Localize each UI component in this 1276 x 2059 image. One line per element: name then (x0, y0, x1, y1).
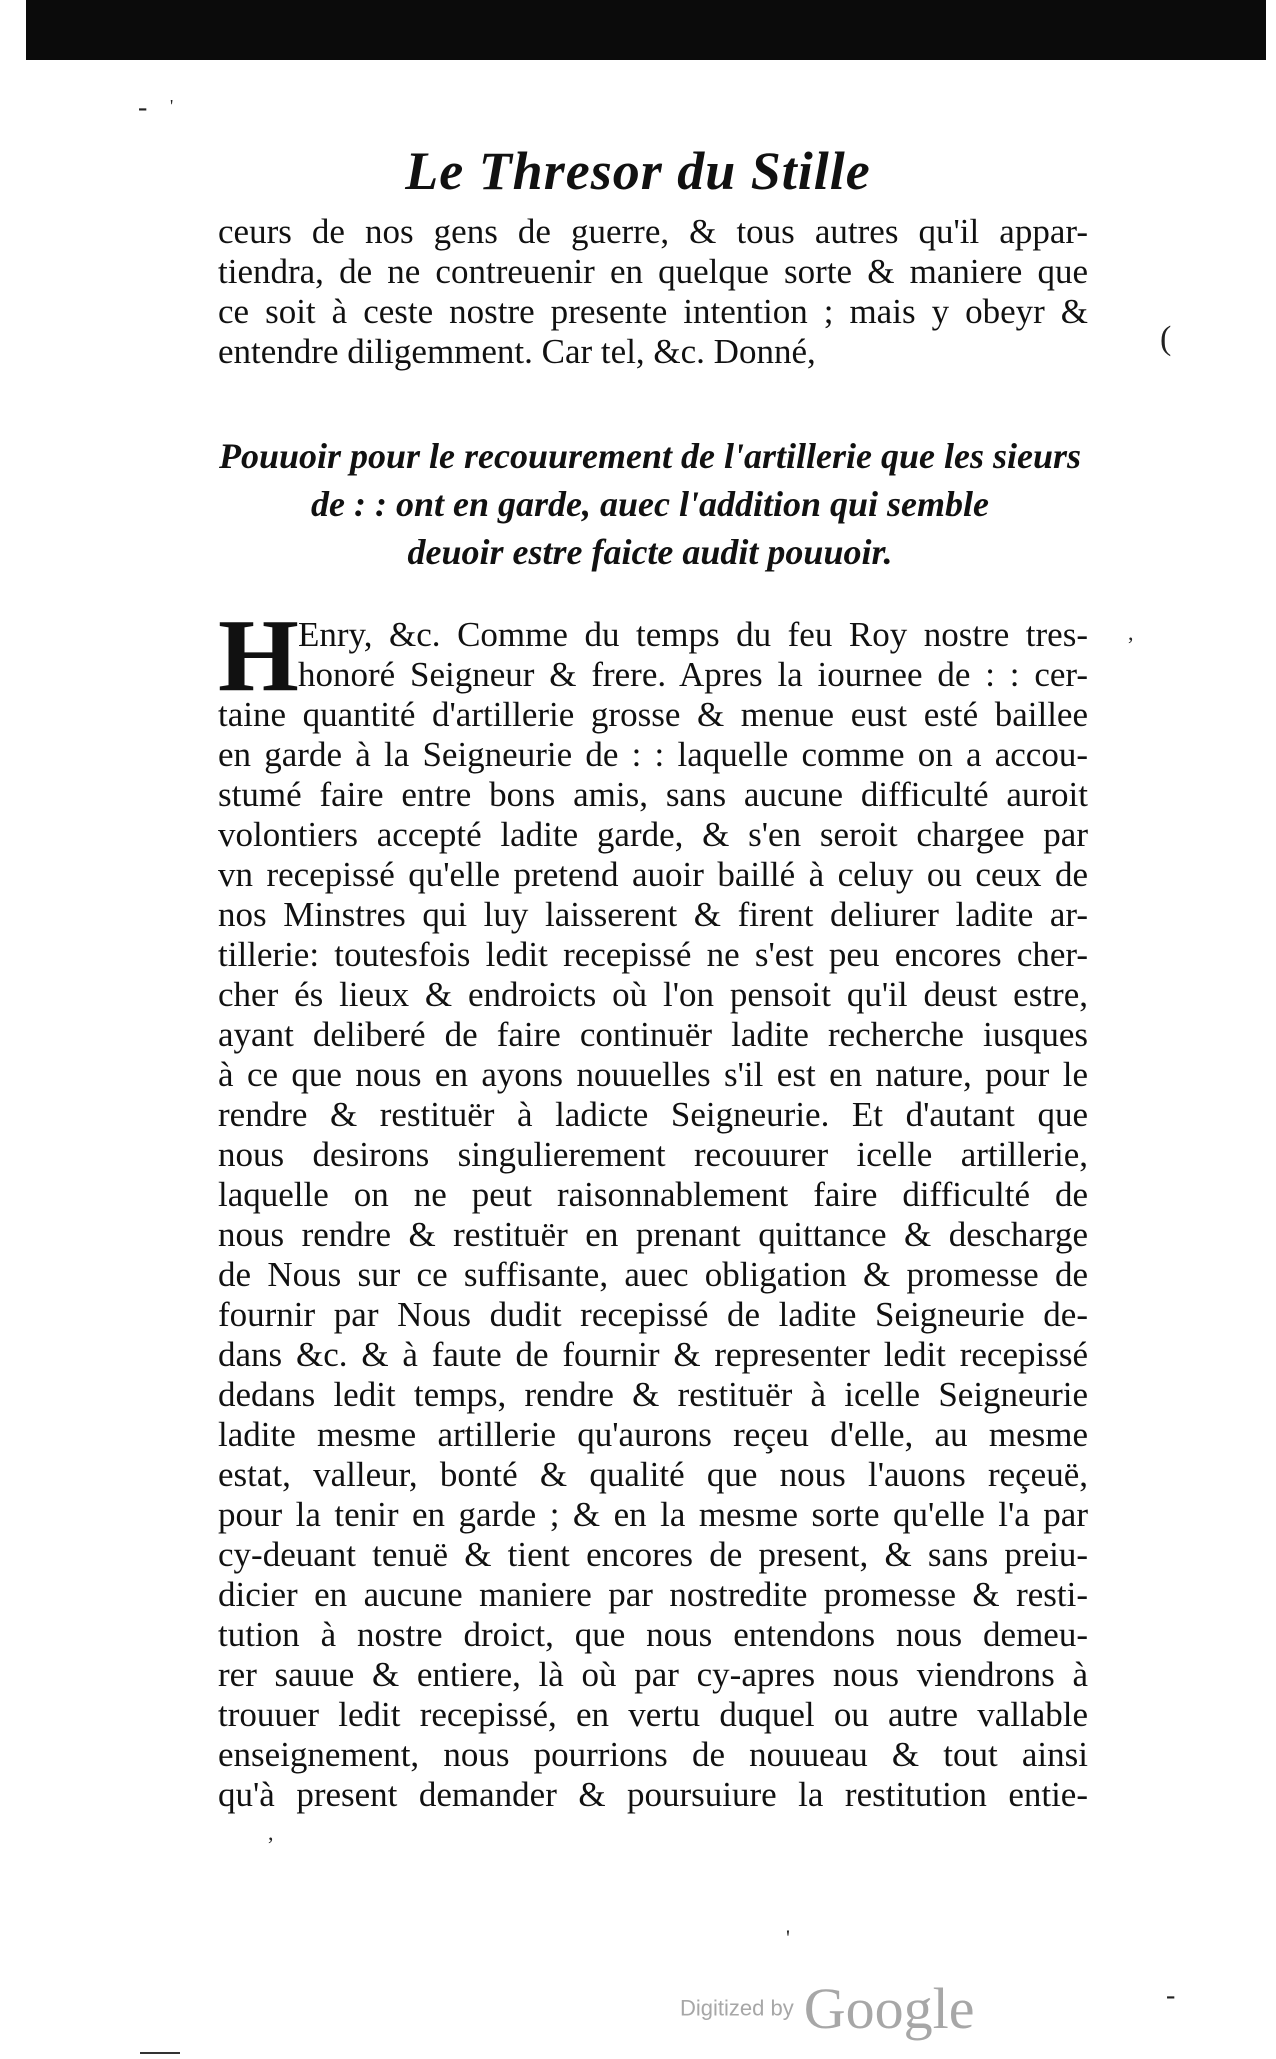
text-line: stumé faire entre bons amis, sans aucune difficulté auroit (218, 775, 1088, 814)
text-line: honoré Seigneur & frere. Apres la iournee de : : cer- (298, 655, 1088, 694)
drop-capital: H (218, 598, 299, 713)
text-line: cher és lieux & endroicts où l'on pensoit qu'il deust estre, (218, 975, 1088, 1014)
text-line: dedans ledit temps, rendre & restituër à icelle Seigneurie (218, 1375, 1088, 1414)
scan-speck: ' (170, 96, 174, 116)
text-line: enseignement, nous pourrions de nouueau & tout ainsi (218, 1735, 1088, 1774)
scan-speck: ' (786, 1925, 790, 1950)
text-line: tution à nostre droict, que nous entendons nous demeu- (218, 1615, 1088, 1654)
title-line: deuoir estre faicte audit pouuoir. (407, 532, 893, 572)
text-line: vn recepissé qu'elle pretend auoir baillé à celuy ou ceux de (218, 855, 1088, 894)
text-line: estat, valleur, bonté & qualité que nous l'auons reçeuë, (218, 1455, 1088, 1494)
text-line: à ce que nous en ayons nouuelles s'il est en nature, pour le (218, 1055, 1088, 1094)
text-line: pour la tenir en garde ; & en la mesme sorte qu'elle l'a par (218, 1495, 1088, 1534)
scan-speck: , (268, 1820, 274, 1845)
title-line: de : : ont en garde, auec l'addition qui semble (311, 484, 989, 524)
text-line: tiendra, de ne contreuenir en quelque sorte & maniere que (218, 252, 1088, 291)
text-line: qu'à present demander & poursuiure la restitution entie- (218, 1775, 1088, 1814)
text-line: ceurs de nos gens de guerre, & tous autres qu'il appar- (218, 212, 1088, 251)
watermark-prefix: Digitized by (680, 1995, 794, 2021)
text-line: rendre & restituër à ladicte Seigneurie. Et d'autant que (218, 1095, 1088, 1134)
text-line: entendre diligemment. Car tel, &c. Donné, (218, 332, 816, 371)
text-line: tillerie: toutesfois ledit recepissé ne s'est peu encores cher- (218, 935, 1088, 974)
scan-speck: , (1128, 620, 1134, 645)
paragraph-main (218, 615, 1088, 1815)
paragraph-continued (218, 212, 1088, 372)
text-line: volontiers accepté ladite garde, & s'en seroit chargee par (218, 815, 1088, 854)
text-line: ce soit à ceste nostre presente intention ; mais y obeyr & (218, 292, 1088, 331)
text-line: nous desirons singulierement recouurer icelle artillerie, (218, 1135, 1088, 1174)
text-line: taine quantité d'artillerie grosse & menue eust esté baillee (218, 695, 1088, 734)
running-head: Le Thresor du Stille (405, 141, 871, 201)
title-line: Pouuoir pour le recouurement de l'artillerie que les sieurs (218, 436, 1082, 476)
text-line: rer sauue & entiere, là où par cy-apres nous viendrons à (218, 1655, 1088, 1694)
text-line: en garde à la Seigneurie de : : laquelle comme on a accou- (218, 735, 1088, 774)
text-line: Enry, &c. Comme du temps du feu Roy nostre tres- (298, 615, 1088, 654)
text-line: trouuer ledit recepissé, en vertu duquel ou autre vallable (218, 1695, 1088, 1734)
text-line: ladite mesme artillerie qu'aurons reçeu d'elle, au mesme (218, 1415, 1088, 1454)
text-line: nous rendre & restituër en prenant quittance & descharge (218, 1215, 1088, 1254)
text-line: de Nous sur ce suffisante, auec obligation & promesse de (218, 1255, 1088, 1294)
text-line: dicier en aucune maniere par nostredite promesse & resti- (218, 1575, 1088, 1614)
section-title (200, 432, 1100, 576)
scan-top-border (26, 0, 1266, 60)
text-line: laquelle on ne peut raisonnablement faire difficulté de (218, 1175, 1088, 1214)
footer-rule (140, 2052, 180, 2054)
text-line: cy-deuant tenuë & tient encores de present, & sans preiu- (218, 1535, 1088, 1574)
google-logo: Google (803, 1976, 975, 2041)
digitized-watermark (680, 1975, 974, 2042)
scan-speck: ( (1160, 320, 1172, 357)
scan-speck: - (1166, 1980, 1176, 2011)
text-line: nos Minstres qui luy laisserent & firent deliurer ladite ar- (218, 895, 1088, 934)
text-line: fournir par Nous dudit recepissé de ladite Seigneurie de- (218, 1295, 1088, 1334)
scan-speck: - (138, 92, 148, 123)
text-line: ayant deliberé de faire continuër ladite recherche iusques (218, 1015, 1088, 1054)
text-line: dans &c. & à faute de fournir & representer ledit recepissé (218, 1335, 1088, 1374)
